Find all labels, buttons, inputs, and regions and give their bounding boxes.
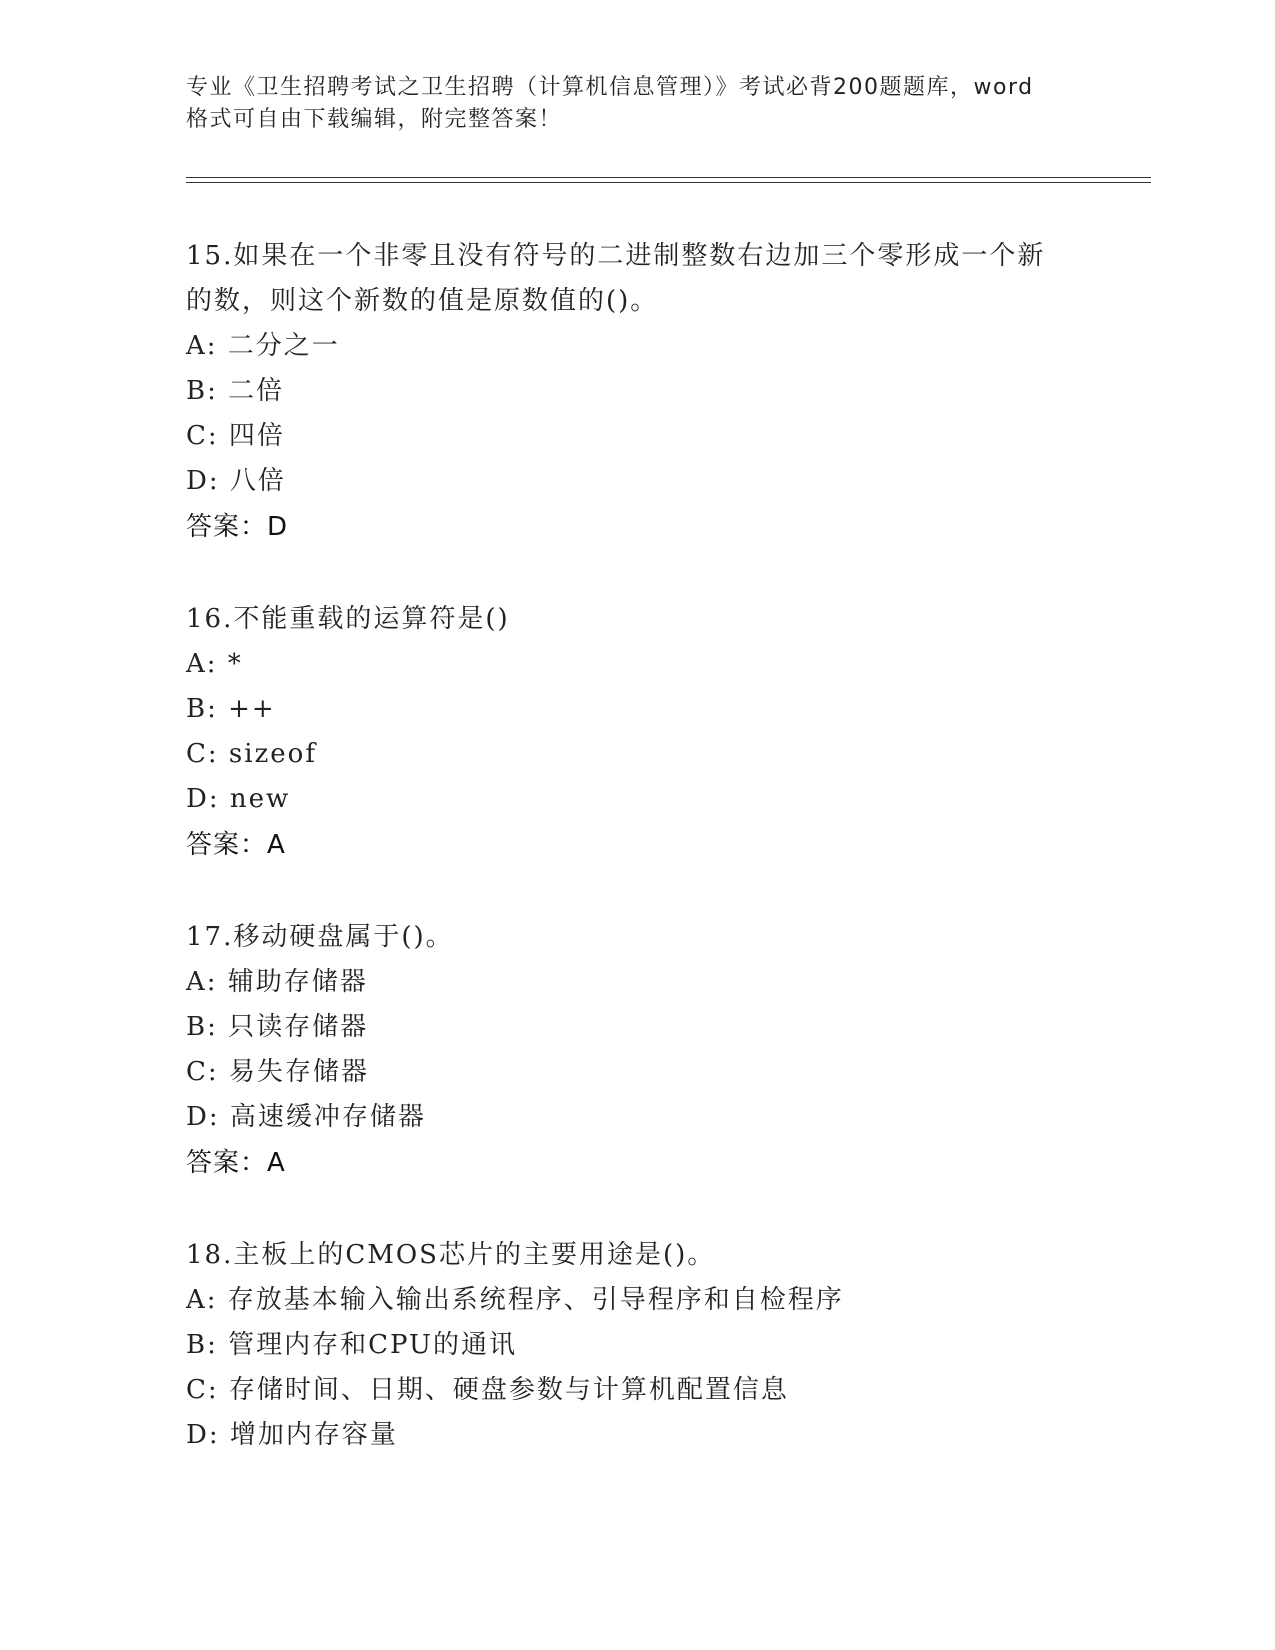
question-18 bbox=[186, 1233, 1066, 1458]
header-line-2: 格式可自由下载编辑，附完整答案！ bbox=[186, 107, 563, 132]
option-a: A: 二分之一 bbox=[186, 331, 340, 361]
option-c: C: sizeof bbox=[186, 739, 317, 769]
option-b: B: 管理内存和CPU的通讯 bbox=[186, 1330, 517, 1360]
option-d: D: 高速缓冲存储器 bbox=[186, 1102, 426, 1132]
answer-label: 答案：D bbox=[186, 512, 289, 542]
header-divider-top bbox=[186, 177, 1151, 178]
question-16 bbox=[186, 597, 1066, 868]
option-d: D: 增加内存容量 bbox=[186, 1420, 398, 1450]
option-c: C: 易失存储器 bbox=[186, 1057, 369, 1087]
option-d: D: 八倍 bbox=[186, 466, 286, 496]
option-c: C: 存储时间、日期、硬盘参数与计算机配置信息 bbox=[186, 1375, 789, 1405]
question-17 bbox=[186, 915, 1066, 1186]
header-divider-bottom bbox=[186, 182, 1151, 183]
question-stem bbox=[186, 1233, 1066, 1278]
question-stem bbox=[186, 597, 1066, 642]
option-b: B: 二倍 bbox=[186, 376, 285, 406]
question-stem-line: 15.如果在一个非零且没有符号的二进制整数右边加三个零形成一个新 bbox=[186, 241, 1046, 271]
question-stem-line: 18.主板上的CMOS芯片的主要用途是()。 bbox=[186, 1240, 716, 1270]
option-d: D: new bbox=[186, 784, 291, 814]
question-stem bbox=[186, 915, 1066, 960]
question-stem bbox=[186, 234, 1066, 324]
answer-label: 答案：A bbox=[186, 830, 286, 860]
option-a: A: 存放基本输入输出系统程序、引导程序和自检程序 bbox=[186, 1285, 844, 1315]
document-header bbox=[186, 72, 1086, 136]
question-15 bbox=[186, 234, 1066, 550]
question-stem-line: 17.移动硬盘属于()。 bbox=[186, 922, 454, 952]
question-stem-line: 的数，则这个新数的值是原数值的()。 bbox=[186, 286, 659, 316]
option-a: A: 辅助存储器 bbox=[186, 967, 368, 997]
option-c: C: 四倍 bbox=[186, 421, 285, 451]
header-line-1: 专业《卫生招聘考试之卫生招聘（计算机信息管理）》考试必背200题题库，word bbox=[186, 75, 1034, 100]
answer-label: 答案：A bbox=[186, 1148, 286, 1178]
option-b: B: ++ bbox=[186, 694, 276, 724]
option-b: B: 只读存储器 bbox=[186, 1012, 369, 1042]
option-a: A: * bbox=[186, 649, 243, 679]
question-stem-line: 16.不能重载的运算符是() bbox=[186, 604, 510, 634]
